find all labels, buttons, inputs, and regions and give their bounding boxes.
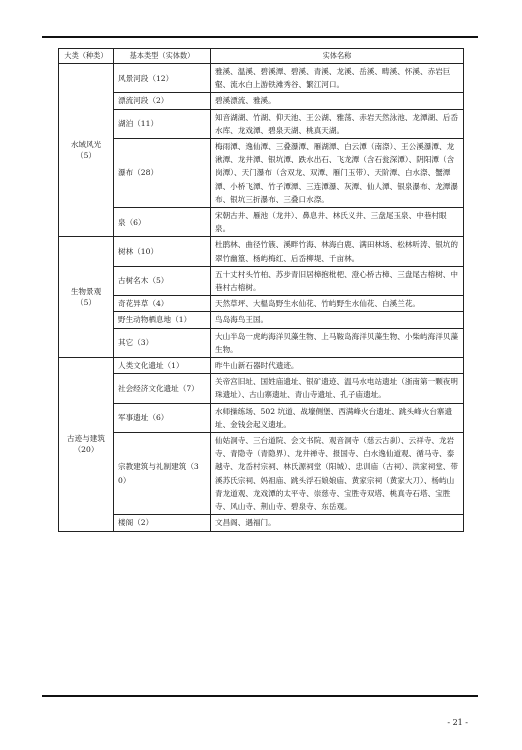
- names-cell: 碧溪漂流、雅溪。: [211, 93, 464, 109]
- names-cell: 雅溪、温溪、碧溪潭、碧溪、青溪、龙溪、岳溪、畴溪、怀溪、赤岩巨壑、流水白上游铁滩秀谷、繁江河口。: [211, 64, 464, 93]
- type-cell: 野生动物栖息地（1）: [114, 312, 211, 328]
- names-cell: 宋朝古井、雁池（龙井）、鼻息井、林氏义井、三盘尾玉泉、中巷村眼泉。: [211, 208, 464, 237]
- names-cell: 水师操练场、502 坑道、战壕侧堡、西满峰火台遗址、跳头峰火台寨遗址、金钱会起义遗址。: [211, 403, 464, 432]
- table-row: [59, 312, 464, 328]
- names-cell: 仙姑洞寺、三台道院、会文书院、观音洞寺（慈云古刹）、云祥寺、龙岩寺、青隐寺（青隐界）、龙井禅寺、报国寺、白水逸仙道观、循马寺、泰越寺、龙岙村宗祠、林氏源祠堂（阳城）、忠训庙（古祠）、洪家祠堂、带溪苏氏宗祠、妈祖庙、跳头浮石娘娘庙、黄家宗祠（黄家大刀）、杨屿山青龙道观、龙戏潭的太平寺、崇慈寺、宝胜寺双塔、桃真寺石塔、宝胜寺、风山寺、荆山寺、碧泉寺、东岳观。: [211, 433, 464, 515]
- page-number: - 21 -: [447, 718, 468, 727]
- top-rule: [42, 36, 478, 38]
- category-biology: 生物景观（5）: [59, 237, 114, 358]
- type-cell: 瀑布（28）: [114, 139, 211, 208]
- names-cell: 杜鹃林、曲径竹簇、溪畔竹海、林海白鹿、满田林场、松林听涛、银坑的翠竹幽篁、杨屿梅红、后岙柳堤、千亩林。: [211, 237, 464, 266]
- table-row: [59, 403, 464, 432]
- header-names: 实体名称: [211, 49, 464, 64]
- type-cell: 古树名木（5）: [114, 266, 211, 295]
- table-row: [59, 328, 464, 357]
- type-cell: 湖泊（11）: [114, 109, 211, 138]
- type-cell: 奇花异草（4）: [114, 296, 211, 312]
- type-cell: 其它（3）: [114, 328, 211, 357]
- names-cell: 梅雨潭、逸仙潭、三叠瀑潭、雁湖潭、白云潭（南漈）、王公溪瀑潭、龙湫潭、龙井潭、银坑潭、跌水出石、飞龙潭（含石瓮深潭）、阴阳潭（含岗潭）、天门瀑布（含双龙、双潭、雁门玉带）、天阶潭、白水漈、蟹潭潭、小桥飞潭、竹子潭潭、三连潭瀑、灰潭、仙人潭、银泉瀑布、龙潭瀑布、银坑三折瀑布、三叠口水漈。: [211, 139, 464, 208]
- names-cell: 鸟岛海鸟王国。: [211, 312, 464, 328]
- table-row: [59, 64, 464, 93]
- names-cell: 知音湖湖、竹湖、仰天池、王公湖、雅荡、赤岩天然泳池、龙潭湖、后岙水库、龙戏潭、碧泉天湖、桃真天湖。: [211, 109, 464, 138]
- type-cell: 风景河段（12）: [114, 64, 211, 93]
- type-cell: 漂流河段（2）: [114, 93, 211, 109]
- table-row: [59, 296, 464, 312]
- names-cell: 关帝宫旧址、国姓庙遗址、银矿遗迹、温马水电站遗址（浙南第一颗夜明珠遗址）、古山寨遗址、青山寺遗址、孔子庙遗址。: [211, 374, 464, 403]
- names-cell: 昨牛山新石器时代遗迹。: [211, 358, 464, 374]
- header-type: 基本类型（实体数）: [114, 49, 211, 64]
- type-cell: 泉（6）: [114, 208, 211, 237]
- category-heritage: 古迹与建筑（20）: [59, 358, 114, 531]
- table-header-row: [59, 49, 464, 64]
- table-row: [59, 139, 464, 208]
- table-row: [59, 109, 464, 138]
- table-row: [59, 93, 464, 109]
- table-row: [59, 208, 464, 237]
- type-cell: 楼阁（2）: [114, 515, 211, 531]
- type-cell: 树林（10）: [114, 237, 211, 266]
- bottom-rule: [42, 695, 478, 697]
- header-category: 大类（种类）: [59, 49, 114, 64]
- type-cell: 社会经济文化遗址（7）: [114, 374, 211, 403]
- names-cell: 文昌阁、遇福门。: [211, 515, 464, 531]
- names-cell: 大山半岛一虎屿海洋贝藻生物、上马鞍岛海洋贝藻生物、小柴屿海洋贝藻生物。: [211, 328, 464, 357]
- category-water: 水域风光（5）: [59, 64, 114, 237]
- table-row: [59, 358, 464, 374]
- table-row: [59, 266, 464, 295]
- table-row: [59, 374, 464, 403]
- type-cell: 人类文化遗址（1）: [114, 358, 211, 374]
- resource-table: [58, 48, 464, 532]
- table-row: [59, 515, 464, 531]
- names-cell: 天然草坪、大榅岛野生水仙花、竹屿野生水仙花、白溪兰花。: [211, 296, 464, 312]
- type-cell: 宗教建筑与礼制建筑（30）: [114, 433, 211, 515]
- type-cell: 军事遗址（6）: [114, 403, 211, 432]
- names-cell: 五十丈村头竹柏、苏步青旧居樟抱枇杷、澄心桥古樟、三盘尾古榕树、中巷村古榕树。: [211, 266, 464, 295]
- table-row: [59, 237, 464, 266]
- table-row: [59, 433, 464, 515]
